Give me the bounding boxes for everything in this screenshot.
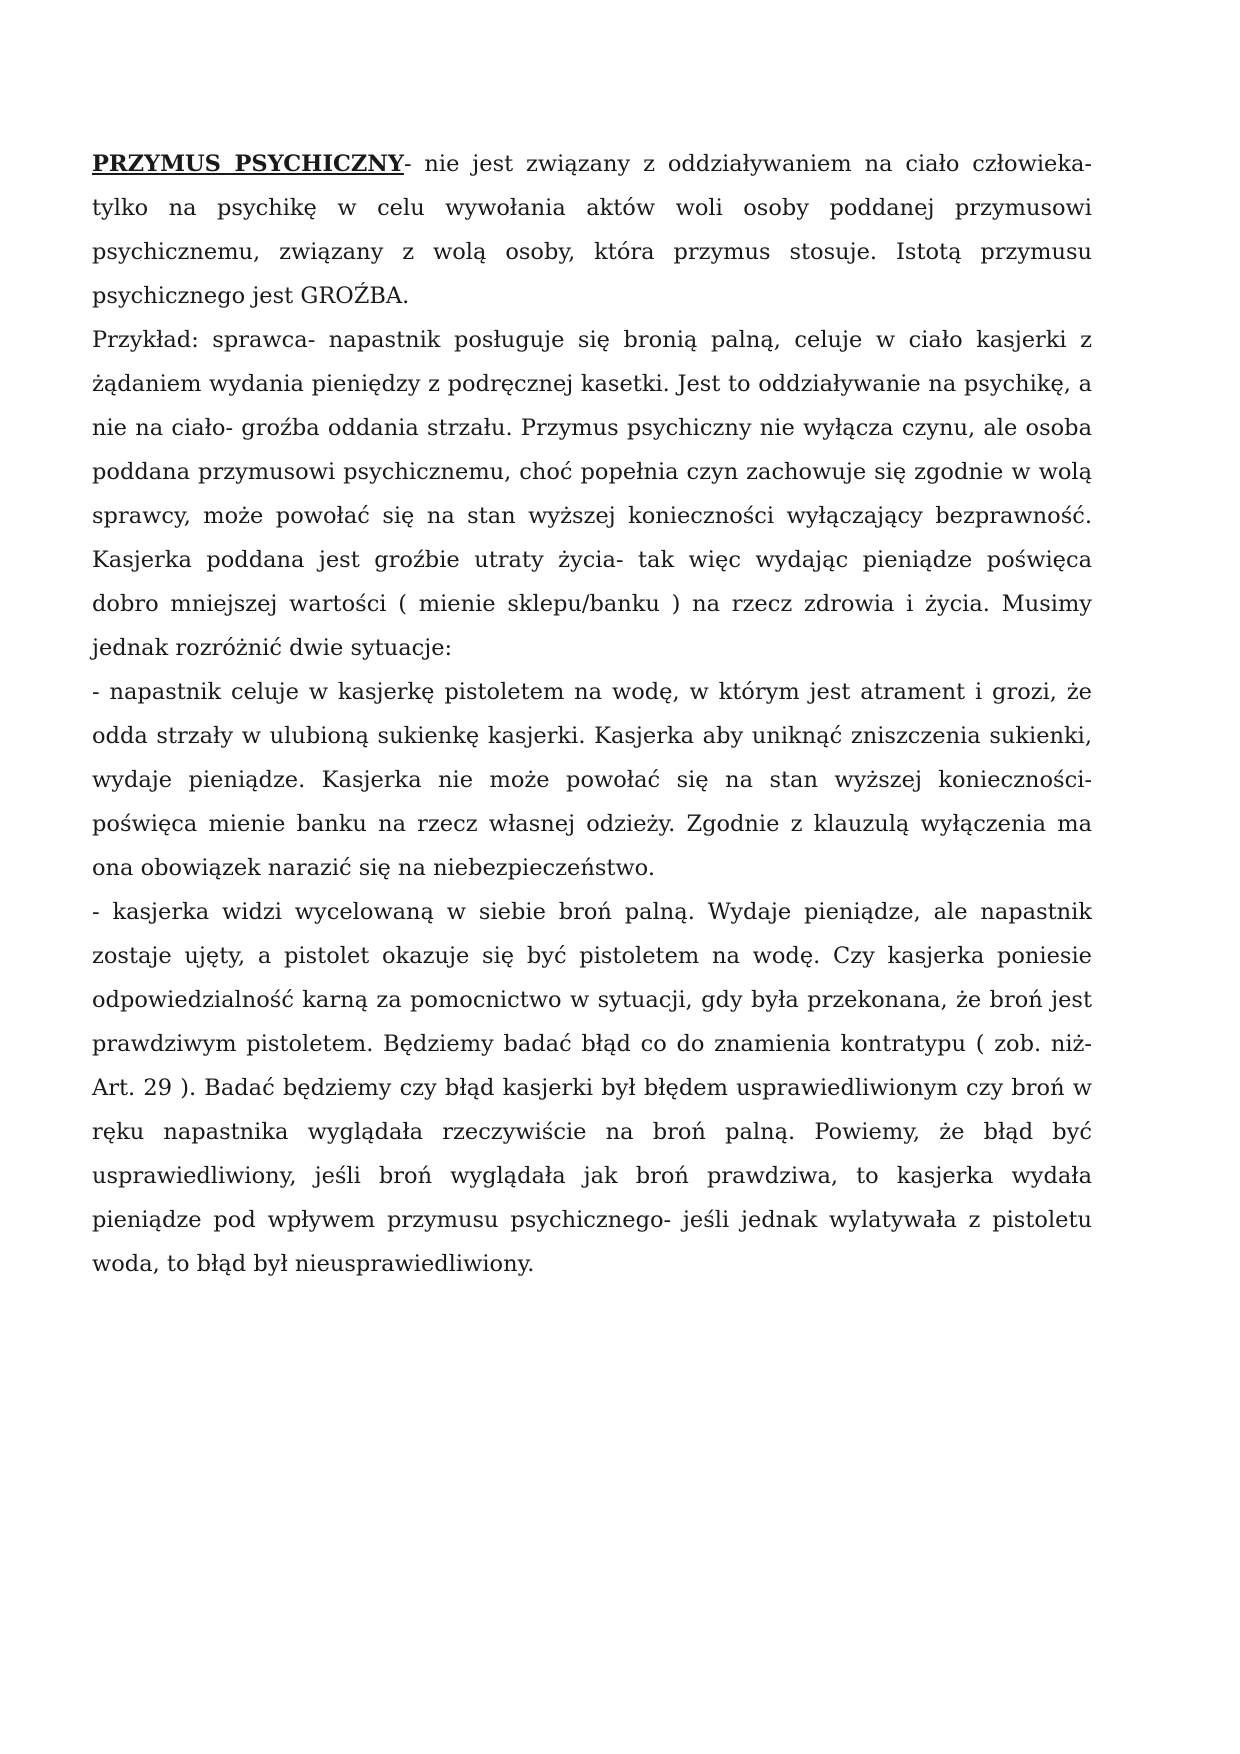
intro-text: - nie jest związany z oddziaływaniem na ciało człowieka- tylko na psychikę w celu wywołania aktów woli osoby poddanej przymusowi psychicznemu, związany z wolą osoby, która przymus stosuje. Istotą przymusu psychicznego jest GROŹBA.	[92, 151, 1093, 309]
example-paragraph: Przykład: sprawca- napastnik posługuje się bronią palną, celuje w ciało kasjerki z żądaniem wydania pieniędzy z podręcznej kasetki. Jest to oddziaływanie na psychikę, a nie na ciało- groźba oddania strzału. Przymus psychiczny nie wyłącza czynu, ale osoba poddana przymusowi psychicznemu, choć popełnia czyn zachowuje się zgodnie w wolą sprawcy, może powołać się na stan wyższej konieczności wyłączający bezprawność. Kasjerka poddana jest groźbie utraty życia- tak więc wydając pieniądze poświęca dobro mniejszej wartości ( mienie sklepu/banku ) na rzecz zdrowia i życia. Musimy jednak rozróżnić dwie sytuacje:	[92, 327, 1092, 661]
case-two-paragraph: - kasjerka widzi wycelowaną w siebie broń palną. Wydaje pieniądze, ale napastnik zostaje ujęty, a pistolet okazuje się być pistoletem na wodę. Czy kasjerka poniesie odpowiedzialność karną za pomocnictwo w sytuacji, gdy była przekonana, że broń jest prawdziwym pistoletem. Będziemy badać błąd co do znamienia kontratypu ( zob. niż- Art. 29 ). Badać będziemy czy błąd kasjerki był błędem usprawiedliwionym czy broń w ręku napastnika wyglądała rzeczywiście na broń palną. Powiemy, że błąd być usprawiedliwiony, jeśli broń wyglądała jak broń prawdziwa, to kasjerka wydała pieniądze pod wpływem przymusu psychicznego- jeśli jednak wylatywała z pistoletu woda, to błąd był nieusprawiedliwiony.	[92, 899, 1092, 1277]
document-heading: PRZYMUS PSYCHICZNY	[92, 151, 404, 177]
document-page	[92, 142, 1092, 1286]
case-one-paragraph: - napastnik celuje w kasjerkę pistoletem na wodę, w którym jest atrament i grozi, że odda strzały w ulubioną sukienkę kasjerki. Kasjerka aby uniknąć zniszczenia sukienki, wydaje pieniądze. Kasjerka nie może powołać się na stan wyższej konieczności- poświęca mienie banku na rzecz własnej odzieży. Zgodnie z klauzulą wyłączenia ma ona obowiązek narazić się na niebezpieczeństwo.	[92, 679, 1092, 881]
intro-paragraph	[92, 142, 1092, 318]
